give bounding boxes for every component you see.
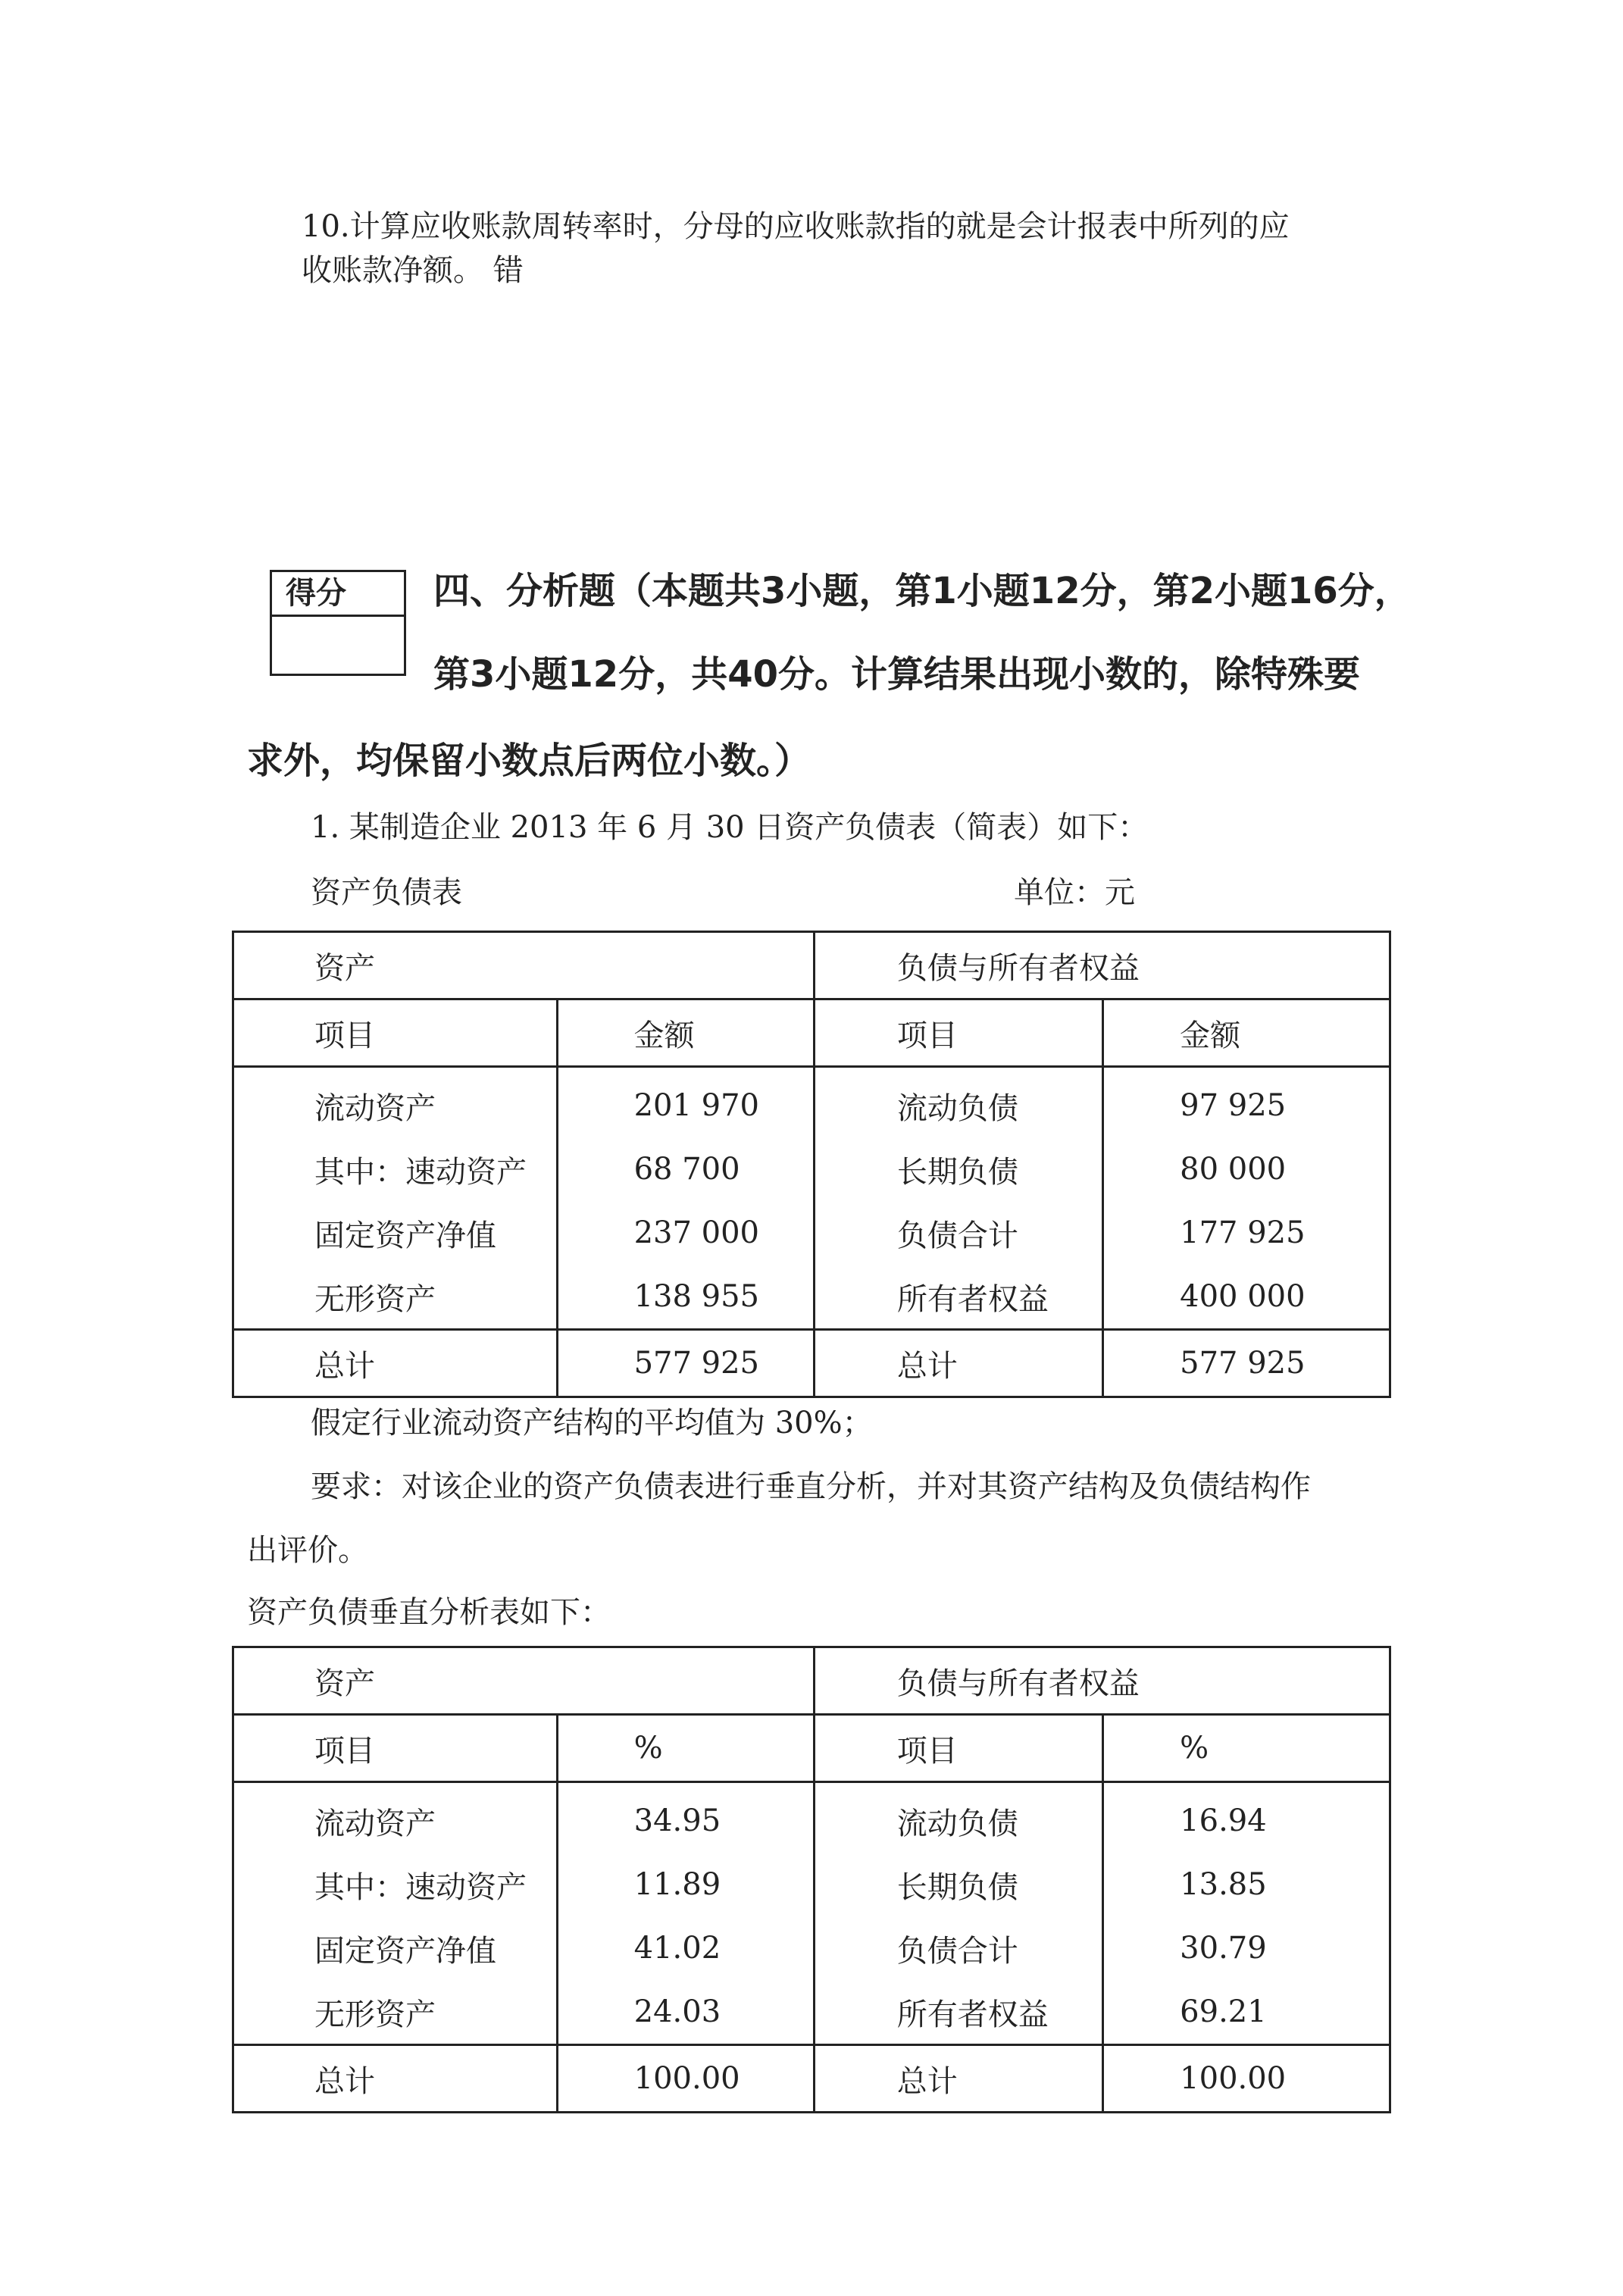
table-cell: 34.95	[557, 1782, 814, 1853]
table-cell: 24.03	[557, 1980, 814, 2045]
assumption-text: 假定行业流动资产结构的平均值为 30%；	[311, 1406, 873, 1440]
table-cell: 69.21	[1103, 1980, 1390, 2045]
balance-sheet-table	[232, 931, 1391, 1398]
section-title-line-3: 求外，均保留小数点后两位小数。）	[247, 740, 812, 782]
table-cell: 总计	[233, 1330, 558, 1397]
table-column-header-row	[233, 999, 1390, 1067]
col-header: 项目	[814, 999, 1102, 1067]
table-cell: 97 925	[1103, 1067, 1390, 1138]
vertical-analysis-intro: 资产负债垂直分析表如下：	[247, 1595, 611, 1630]
table-row	[233, 1916, 1390, 1980]
table-cell: 237 000	[557, 1201, 814, 1265]
col-header: 项目	[233, 999, 558, 1067]
table-cell: 负债合计	[814, 1916, 1102, 1980]
table-cell: 其中：速动资产	[233, 1137, 558, 1201]
table-cell: 负债合计	[814, 1201, 1102, 1265]
section-title-line-2: 第3小题12分，共40分。计算结果出现小数的，除特殊要	[433, 653, 1360, 696]
problem-1-intro: 1. 某制造企业 2013 年 6 月 30 日资产负债表（简表）如下：	[311, 810, 1149, 845]
table-cell: 80 000	[1103, 1137, 1390, 1201]
table-cell: 177 925	[1103, 1201, 1390, 1265]
group-assets: 资产	[233, 932, 815, 999]
table-row	[233, 1201, 1390, 1265]
table-row	[233, 1853, 1390, 1916]
requirement-line-1: 要求：对该企业的资产负债表进行垂直分析，并对其资产结构及负债结构作	[311, 1469, 1311, 1504]
table-cell: 100.00	[1103, 2045, 1390, 2113]
table-row	[233, 1137, 1390, 1201]
section-title-line-1: 四、分析题（本题共3小题，第1小题12分，第2小题16分，	[433, 570, 1411, 612]
table-cell: 流动资产	[233, 1782, 558, 1853]
table-cell: 其中：速动资产	[233, 1853, 558, 1916]
table-title: 资产负债表	[311, 875, 462, 910]
group-assets: 资产	[233, 1647, 815, 1715]
requirement-line-2: 出评价。	[247, 1533, 368, 1568]
question-10-line-2: 收账款净额。 错	[302, 253, 524, 288]
table-cell: 所有者权益	[814, 1980, 1102, 2045]
table-cell: 流动负债	[814, 1782, 1102, 1853]
table-group-header-row	[233, 1647, 1390, 1715]
table-cell: 577 925	[1103, 1330, 1390, 1397]
table-cell: 总计	[233, 2045, 558, 2113]
table-cell: 138 955	[557, 1265, 814, 1330]
table-total-row	[233, 2045, 1390, 2113]
table-cell: 长期负债	[814, 1137, 1102, 1201]
table-row	[233, 1782, 1390, 1853]
table-cell: 13.85	[1103, 1853, 1390, 1916]
table-cell: 30.79	[1103, 1916, 1390, 1980]
table-cell: 无形资产	[233, 1980, 558, 2045]
table-cell: 所有者权益	[814, 1265, 1102, 1330]
vertical-analysis-table	[232, 1646, 1391, 2113]
table-cell: 长期负债	[814, 1853, 1102, 1916]
unit-label: 单位：元	[1014, 875, 1135, 910]
score-label: 得分	[272, 572, 404, 617]
table-row	[233, 1067, 1390, 1138]
table-cell: 201 970	[557, 1067, 814, 1138]
score-box	[270, 570, 406, 676]
col-header: 金额	[557, 999, 814, 1067]
table-cell: 16.94	[1103, 1782, 1390, 1853]
table-cell: 总计	[814, 2045, 1102, 2113]
table-cell: 总计	[814, 1330, 1102, 1397]
table-cell: 固定资产净值	[233, 1201, 558, 1265]
col-header: 项目	[233, 1715, 558, 1782]
table-column-header-row	[233, 1715, 1390, 1782]
table-group-header-row	[233, 932, 1390, 999]
table-row	[233, 1980, 1390, 2045]
col-header: %	[557, 1715, 814, 1782]
table-cell: 11.89	[557, 1853, 814, 1916]
group-liabilities-equity: 负债与所有者权益	[814, 1647, 1390, 1715]
col-header: 金额	[1103, 999, 1390, 1067]
question-10	[302, 205, 1400, 292]
table-cell: 固定资产净值	[233, 1916, 558, 1980]
col-header: %	[1103, 1715, 1390, 1782]
table-total-row	[233, 1330, 1390, 1397]
table-cell: 100.00	[557, 2045, 814, 2113]
col-header: 项目	[814, 1715, 1102, 1782]
table-row	[233, 1265, 1390, 1330]
table-cell: 流动负债	[814, 1067, 1102, 1138]
table-cell: 400 000	[1103, 1265, 1390, 1330]
group-liabilities-equity: 负债与所有者权益	[814, 932, 1390, 999]
question-10-line-1: 10.计算应收账款周转率时，分母的应收账款指的就是会计报表中所列的应	[302, 209, 1290, 244]
table-cell: 577 925	[557, 1330, 814, 1397]
table-cell: 流动资产	[233, 1067, 558, 1138]
table-cell: 68 700	[557, 1137, 814, 1201]
table-cell: 41.02	[557, 1916, 814, 1980]
table-cell: 无形资产	[233, 1265, 558, 1330]
